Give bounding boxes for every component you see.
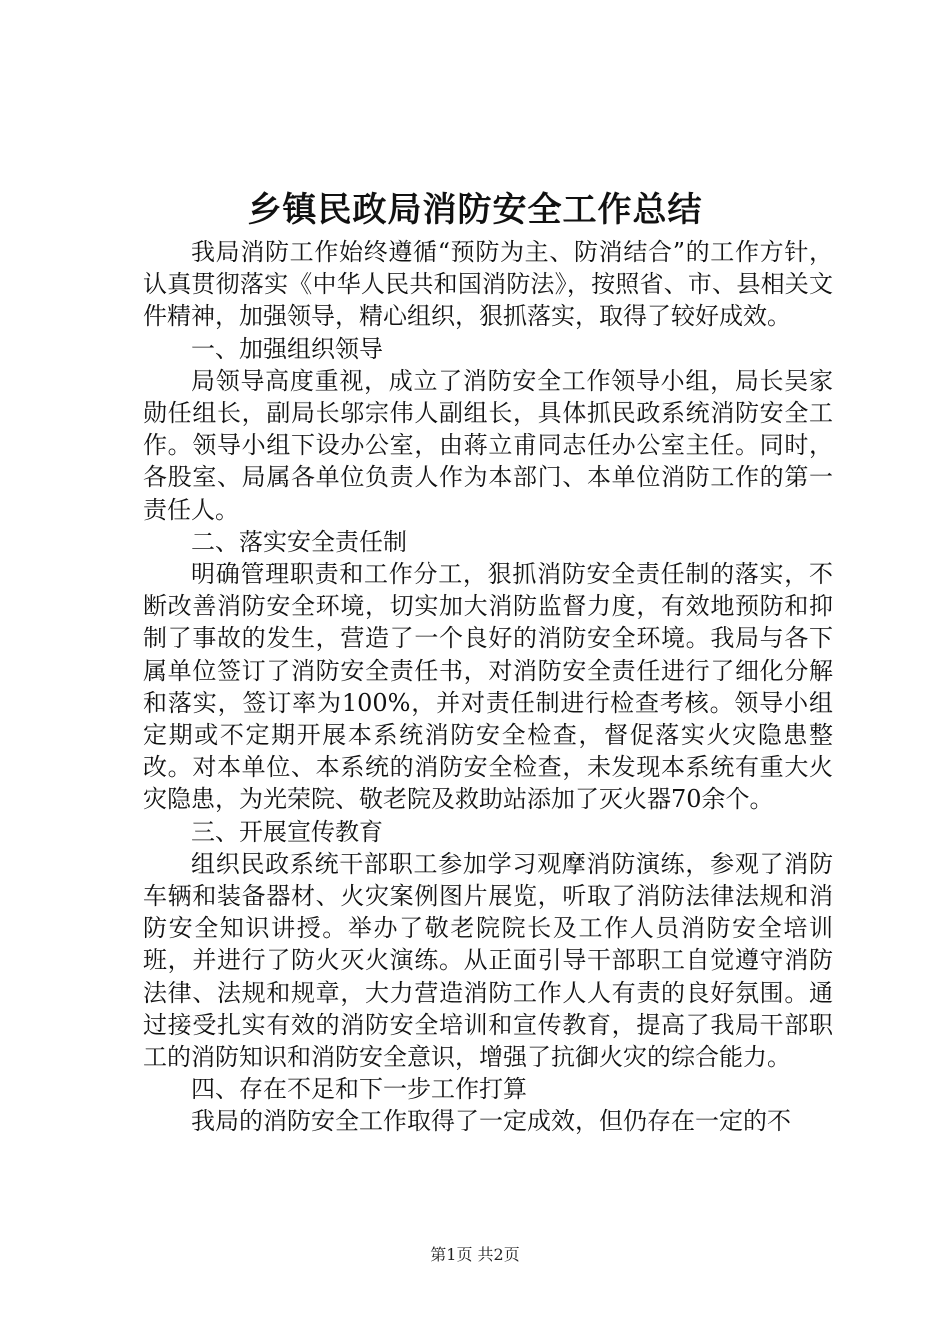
paragraph-section-4: 我局的消防安全工作取得了一定成效，但仍存在一定的不 — [191, 1107, 791, 1136]
paragraph-section-2: 明确管理职责和工作分工，狠抓消防安全责任制的落实，不断改善消防安全环境，切实加大消防监督力度，有效地预防和抑制了事故的发生，营造了一个良好的消防安全环境。我局与各下属单位签订了消防安全责任书，对消防安全责任进行了细化分解和落实，签订率为100%，并对责任制进行检查考核。领导小组定期或不定期开展本系统消防安全检查，督促落实火灾隐患整改。对本单位、本系统的消防安全检查，未发现本系统有重大火灾隐患，为光荣院、敬老院及救助站添加了灭火器70余个。 — [143, 560, 833, 814]
section-heading-2: 二、落实安全责任制 — [191, 527, 407, 556]
section-heading-1: 一、加强组织领导 — [191, 334, 383, 363]
paragraph-section-1: 局领导高度重视，成立了消防安全工作领导小组，局长吴家勋任组长，副局长邬宗伟人副组长，具体抓民政系统消防安全工作。领导小组下设办公室，由蒋立甫同志任办公室主任。同时，各股室、局属各单位负责人作为本部门、本单位消防工作的第一责任人。 — [143, 366, 833, 524]
paragraph-intro: 我局消防工作始终遵循“预防为主、防消结合”的工作方针，认真贯彻落实《中华人民共和国消防法》，按照省、市、县相关文件精神，加强领导，精心组织，狠抓落实，取得了较好成效。 — [143, 238, 833, 331]
page-number-footer: 第1页 共2页 — [430, 1245, 520, 1264]
document-body — [143, 236, 833, 1138]
section-heading-4: 四、存在不足和下一步工作打算 — [191, 1075, 527, 1104]
paragraph-section-3: 组织民政系统干部职工参加学习观摩消防演练，参观了消防车辆和装备器材、火灾案例图片展览，听取了消防法律法规和消防安全知识讲授。举办了敬老院院长及工作人员消防安全培训班，并进行了防火灭火演练。从正面引导干部职工自觉遵守消防法律、法规和规章，大力营造消防工作人人有责的良好氛围。通过接受扎实有效的消防安全培训和宣传教育，提高了我局干部职工的消防知识和消防安全意识，增强了抗御火灾的综合能力。 — [143, 849, 833, 1072]
document-title: 乡镇民政局消防安全工作总结 — [247, 190, 703, 230]
section-heading-3: 三、开展宣传教育 — [191, 817, 383, 846]
